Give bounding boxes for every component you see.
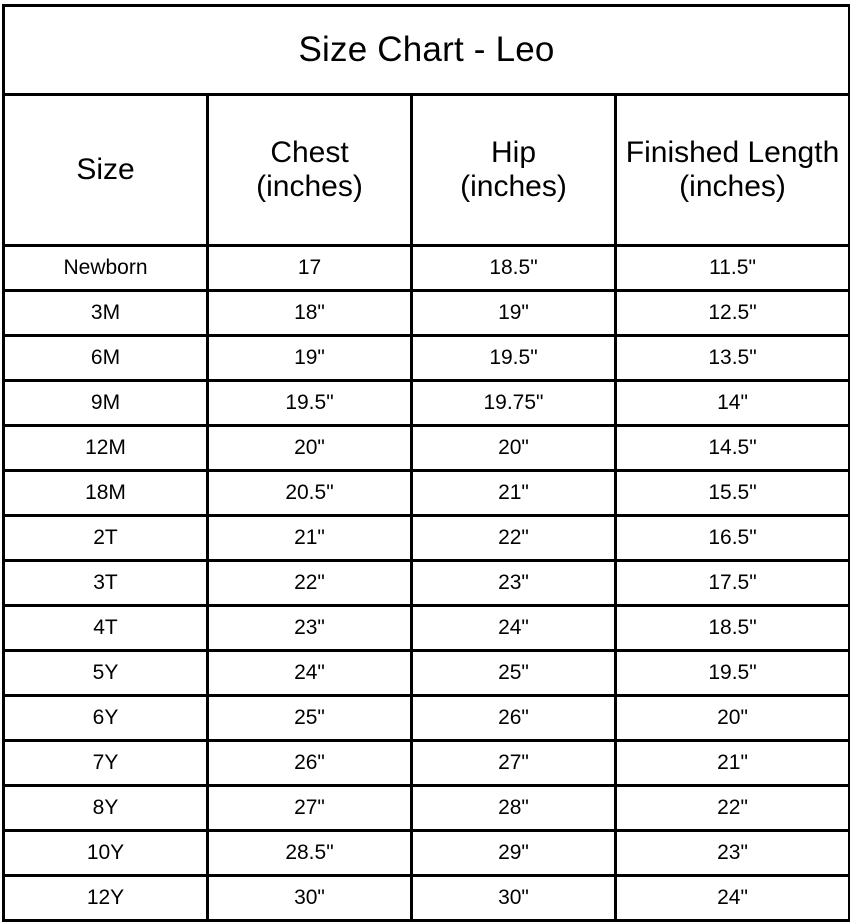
cell-hip: 24" bbox=[412, 606, 616, 651]
cell-size: 8Y bbox=[4, 786, 208, 831]
cell-hip: 22" bbox=[412, 516, 616, 561]
title-row bbox=[4, 6, 850, 95]
table-row bbox=[4, 831, 850, 876]
table-row bbox=[4, 741, 850, 786]
cell-hip: 29" bbox=[412, 831, 616, 876]
cell-chest: 23" bbox=[208, 606, 412, 651]
table-row bbox=[4, 786, 850, 831]
cell-length: 14.5" bbox=[616, 426, 850, 471]
cell-chest: 24" bbox=[208, 651, 412, 696]
cell-chest: 19.5" bbox=[208, 381, 412, 426]
column-header-finished-length bbox=[616, 95, 850, 246]
cell-size: 12M bbox=[4, 426, 208, 471]
cell-chest: 17 bbox=[208, 246, 412, 291]
cell-hip: 19" bbox=[412, 291, 616, 336]
cell-hip: 25" bbox=[412, 651, 616, 696]
cell-chest: 20.5" bbox=[208, 471, 412, 516]
cell-chest: 22" bbox=[208, 561, 412, 606]
cell-size: 6M bbox=[4, 336, 208, 381]
cell-hip: 19.75" bbox=[412, 381, 616, 426]
table-row bbox=[4, 336, 850, 381]
cell-hip: 19.5" bbox=[412, 336, 616, 381]
table-row bbox=[4, 381, 850, 426]
cell-size: 12Y bbox=[4, 876, 208, 921]
cell-chest: 28.5" bbox=[208, 831, 412, 876]
column-header-size-label: Size bbox=[76, 152, 135, 186]
table-row bbox=[4, 876, 850, 921]
cell-hip: 23" bbox=[412, 561, 616, 606]
cell-hip: 27" bbox=[412, 741, 616, 786]
table-row bbox=[4, 246, 850, 291]
cell-hip: 26" bbox=[412, 696, 616, 741]
column-header-chest-units: (inches) bbox=[256, 170, 363, 203]
cell-size: 18M bbox=[4, 471, 208, 516]
column-header-finished-length-units: (inches) bbox=[679, 170, 786, 203]
cell-length: 11.5" bbox=[616, 246, 850, 291]
cell-hip: 30" bbox=[412, 876, 616, 921]
table-row bbox=[4, 471, 850, 516]
table-row bbox=[4, 696, 850, 741]
column-header-hip-label: Hip bbox=[490, 135, 536, 169]
table-row bbox=[4, 516, 850, 561]
cell-hip: 20" bbox=[412, 426, 616, 471]
cell-hip: 18.5" bbox=[412, 246, 616, 291]
cell-length: 15.5" bbox=[616, 471, 850, 516]
cell-hip: 28" bbox=[412, 786, 616, 831]
cell-chest: 27" bbox=[208, 786, 412, 831]
cell-length: 16.5" bbox=[616, 516, 850, 561]
cell-chest: 18" bbox=[208, 291, 412, 336]
column-header-finished-length-label: Finished Length bbox=[625, 135, 840, 169]
cell-size: 3T bbox=[4, 561, 208, 606]
cell-length: 12.5" bbox=[616, 291, 850, 336]
column-header-chest-label: Chest bbox=[270, 135, 349, 169]
cell-length: 17.5" bbox=[616, 561, 850, 606]
cell-size: 10Y bbox=[4, 831, 208, 876]
table-row bbox=[4, 606, 850, 651]
table-row bbox=[4, 291, 850, 336]
cell-chest: 21" bbox=[208, 516, 412, 561]
size-chart-table bbox=[2, 4, 850, 922]
cell-size: 9M bbox=[4, 381, 208, 426]
cell-size: 5Y bbox=[4, 651, 208, 696]
cell-chest: 20" bbox=[208, 426, 412, 471]
table-row bbox=[4, 426, 850, 471]
cell-chest: 26" bbox=[208, 741, 412, 786]
column-header-hip-units: (inches) bbox=[460, 170, 567, 203]
cell-chest: 30" bbox=[208, 876, 412, 921]
cell-chest: 19" bbox=[208, 336, 412, 381]
cell-size: Newborn bbox=[4, 246, 208, 291]
cell-length: 14" bbox=[616, 381, 850, 426]
cell-length: 19.5" bbox=[616, 651, 850, 696]
cell-length: 23" bbox=[616, 831, 850, 876]
cell-size: 7Y bbox=[4, 741, 208, 786]
cell-size: 6Y bbox=[4, 696, 208, 741]
cell-length: 21" bbox=[616, 741, 850, 786]
cell-size: 2T bbox=[4, 516, 208, 561]
column-header-size bbox=[4, 95, 208, 246]
cell-length: 24" bbox=[616, 876, 850, 921]
table-row bbox=[4, 651, 850, 696]
cell-size: 4T bbox=[4, 606, 208, 651]
cell-hip: 21" bbox=[412, 471, 616, 516]
cell-length: 20" bbox=[616, 696, 850, 741]
cell-chest: 25" bbox=[208, 696, 412, 741]
cell-length: 22" bbox=[616, 786, 850, 831]
column-header-hip bbox=[412, 95, 616, 246]
chart-title: Size Chart - Leo bbox=[4, 6, 850, 95]
cell-size: 3M bbox=[4, 291, 208, 336]
cell-length: 18.5" bbox=[616, 606, 850, 651]
column-header-chest bbox=[208, 95, 412, 246]
table-row bbox=[4, 561, 850, 606]
header-row bbox=[4, 95, 850, 246]
cell-length: 13.5" bbox=[616, 336, 850, 381]
